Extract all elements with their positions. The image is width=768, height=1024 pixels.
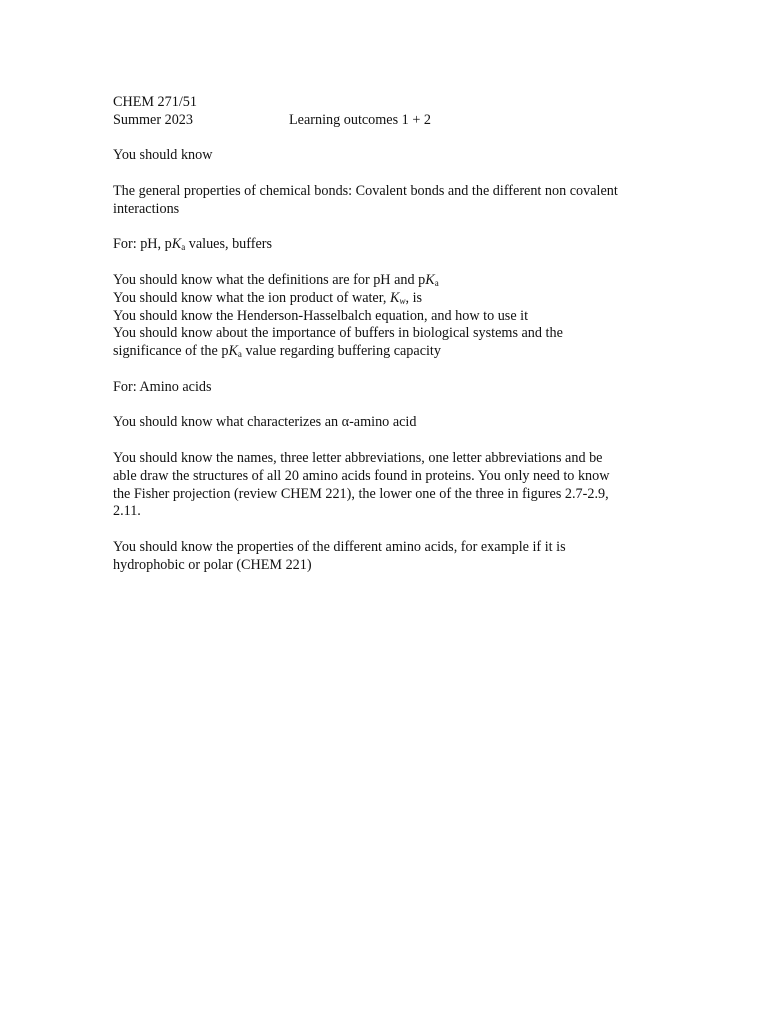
alpha-amino-text: You should know what characterizes an α-amino acid <box>113 414 417 431</box>
names-line-2: able draw the structures of all 20 amino acids found in proteins. You only need to know <box>113 467 610 484</box>
ph-line-2-sub: w <box>399 295 406 306</box>
ph-heading-sub: a <box>181 242 186 253</box>
ph-heading <box>113 236 658 254</box>
properties-line-2: hydrophobic or polar (CHEM 221) <box>113 556 312 573</box>
ph-line-2 <box>113 290 658 308</box>
names-line-4: 2.11. <box>113 503 141 520</box>
ph-line-5 <box>113 343 658 361</box>
intro-text: You should know <box>113 147 213 164</box>
ph-heading-k: K <box>171 236 182 253</box>
learning-outcomes: Learning outcomes 1 + 2 <box>289 111 431 128</box>
ph-line-3: You should know the Henderson-Hasselbalch equation, and how to use it <box>113 307 529 324</box>
ph-line-5-sub: a <box>237 349 242 360</box>
ph-line-1-sub: a <box>434 277 439 288</box>
amino-heading: For: Amino acids <box>113 378 212 395</box>
ph-line-4: You should know about the importance of buffers in biological systems and the <box>113 325 563 342</box>
bonds-text: The general properties of chemical bonds: Covalent bonds and the different non covalent interactions <box>113 182 618 217</box>
term: Summer 2023 <box>113 111 193 128</box>
names-line-1: You should know the names, three letter abbreviations, one letter abbreviations and be <box>113 449 603 466</box>
ph-line-1 <box>113 272 658 290</box>
ph-line-1-k: K <box>425 271 435 288</box>
ph-line-5-text: significance of the p <box>113 343 229 360</box>
ph-line-2-suffix: , is <box>405 289 423 306</box>
ph-heading-suffix: values, buffers <box>185 236 273 253</box>
ph-line-5-suffix: value regarding buffering capacity <box>241 343 441 360</box>
document-body <box>113 94 658 575</box>
ph-line-5-k: K <box>228 343 238 360</box>
ph-heading-prefix: For: pH, p <box>113 236 172 253</box>
course-code: CHEM 271/51 <box>113 94 197 110</box>
names-line-3: the Fisher projection (review CHEM 221), the lower one of the three in figures 2.7-2.9, <box>113 485 609 502</box>
term-line <box>113 112 658 130</box>
ph-line-2-k: K <box>389 289 400 306</box>
ph-line-2-text: You should know what the ion product of water, <box>113 289 390 306</box>
properties-line-1: You should know the properties of the different amino acids, for example if it is <box>113 538 566 555</box>
ph-line-1-text: You should know what the definitions are for pH and p <box>113 271 426 288</box>
